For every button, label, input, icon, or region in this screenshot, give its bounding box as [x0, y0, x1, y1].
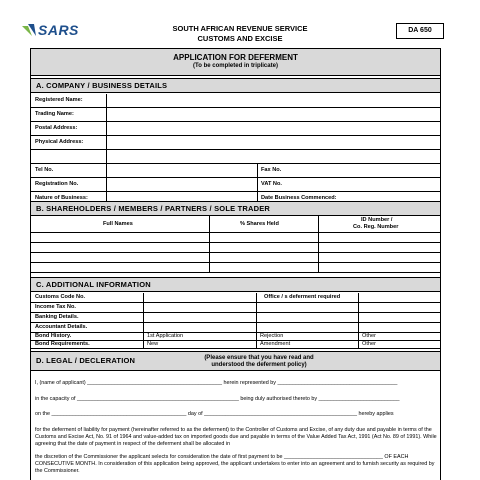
physical-address-row: Physical Address:: [31, 136, 440, 150]
declaration-paragraph-2: the discretion of the Commissioner the applicant selects for consideration the date of first payment to be _________________________________ OF EACH CONSECUTIVE MONTH. In consideration of this application being approved, the applicant undertakes to enter into an agreement and to furnish security as required by the Commissioner.: [35, 454, 435, 474]
organisation-title: SOUTH AFRICAN REVENUE SERVICE CUSTOMS AND EXCISE: [172, 24, 308, 43]
registered-name-row: Registered Name:: [31, 94, 440, 108]
form-title-bar: [31, 49, 440, 76]
income-tax-row: Income Tax No.: [31, 303, 440, 313]
section-a-heading: A. COMPANY / BUSINESS DETAILS: [31, 78, 440, 93]
shareholder-row: [31, 263, 440, 273]
sars-logo: SARS: [38, 22, 79, 38]
accountant-row: Accountant Details.: [31, 323, 440, 333]
shareholder-row: [31, 243, 440, 253]
customs-code-row: Customs Code No. Office / s deferment required: [31, 293, 440, 303]
bond-history-row: Bond History. 1st Application Rejection Other: [31, 333, 440, 341]
form-subtitle: (To be completed in triplicate): [193, 63, 278, 69]
physical-address-cont-row: [31, 150, 440, 164]
shareholder-row: [31, 253, 440, 263]
postal-address-row: Postal Address:: [31, 122, 440, 136]
banking-row: Banking Details.: [31, 313, 440, 323]
section-b-heading: B. SHAREHOLDERS / MEMBERS / PARTNERS / SOLE TRADER: [31, 201, 440, 216]
bond-requirements-row: Bond Requirements. New Amendment Other: [31, 341, 440, 349]
declaration-line-date: on the _____________________________________________ day of ___________________________________________________ hereby applies: [35, 411, 394, 417]
nature-business-row: Nature of Business: Date Business Commenced:: [31, 192, 440, 206]
section-c-heading: C. ADDITIONAL INFORMATION: [31, 277, 440, 292]
registration-vat-row: Registration No. VAT No.: [31, 178, 440, 192]
form-frame: [30, 48, 441, 480]
declaration-line-applicant: I, (name of applicant) _____________________________________________ herein represented by ________________________________________: [35, 380, 398, 386]
form-title: APPLICATION FOR DEFERMENT: [173, 53, 298, 62]
tel-fax-row: Tel No. Fax No.: [31, 164, 440, 178]
sars-logo-graphic: [22, 22, 84, 40]
shareholders-header-row: Full Names % Shares Held ID Number / Co. Reg. Number: [31, 216, 440, 233]
declaration-paragraph-1: for the deferment of liability for payment (hereinafter referred to as the deferment) to the Controller of Customs and Excise, of any duty due and payable in terms of the Customs and Excise Act, No. 91 of 1964 and value-added tax on imported goods due and payable in terms of the Value Added Tax Act, 1991 (Act No. 89 of 1991). While agreeing that the date of payment in respect of the deferment shall be allocated in: [35, 427, 437, 447]
section-d-heading: D. LEGAL / DECLERATION (Please ensure that you have read and understood the deferment policy): [31, 351, 440, 371]
trading-name-row: Trading Name:: [31, 108, 440, 122]
declaration-line-capacity: in the capacity of ______________________________________________________ being duly authorised thereto by ___________________________: [35, 396, 400, 402]
form-code-box: DA 650: [396, 23, 444, 39]
shareholder-row: [31, 233, 440, 243]
